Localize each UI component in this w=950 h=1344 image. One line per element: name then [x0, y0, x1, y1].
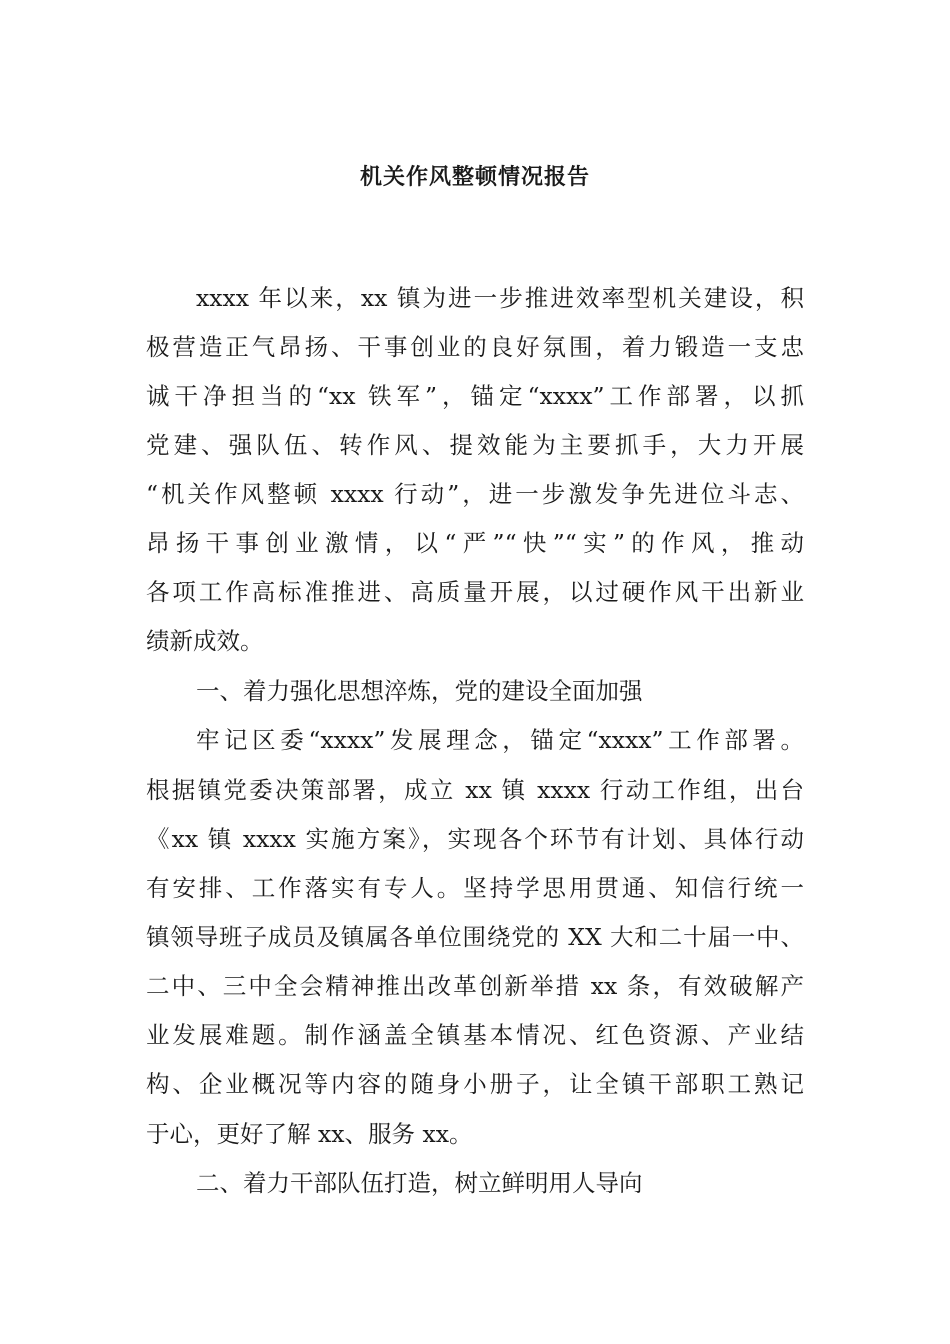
paragraph-line: 《xx 镇 xxxx 实施方案》，实现各个环节有计划、具体行动 — [146, 825, 804, 853]
paragraph-line: 极营造正气昂扬、干事创业的良好氛围，着力锻造一支忠 — [146, 333, 804, 361]
paragraph-line: 诚干净担当的“xx 铁军”，锚定“xxxx”工作部署，以抓 — [146, 382, 804, 410]
paragraph-line: 绩新成效。 — [146, 627, 264, 655]
paragraph-line: 昂扬干事创业激情，以“严”“快”“实”的作风，推动 — [146, 529, 804, 557]
section-heading-2: 二、着力干部队伍打造，树立鲜明用人导向 — [196, 1169, 643, 1197]
paragraph-line: 根据镇党委决策部署，成立 xx 镇 xxxx 行动工作组，出台 — [146, 776, 804, 804]
paragraph-line: 党建、强队伍、转作风、提效能为主要抓手，大力开展 — [146, 431, 804, 459]
paragraph-line: “机关作风整顿 xxxx 行动”，进一步激发争先进位斗志、 — [146, 480, 804, 508]
paragraph-line: 有安排、工作落实有专人。坚持学思用贯通、知信行统一 — [146, 874, 804, 902]
paragraph-line: 牢记区委“xxxx”发展理念，锚定“xxxx”工作部署。 — [196, 726, 804, 754]
paragraph-line: 镇领导班子成员及镇属各单位围绕党的 XX 大和二十届一中、 — [146, 923, 804, 951]
paragraph-line: 构、企业概况等内容的随身小册子，让全镇干部职工熟记 — [146, 1070, 804, 1098]
paragraph-line: 业发展难题。制作涵盖全镇基本情况、红色资源、产业结 — [146, 1021, 804, 1049]
paragraph-line: 二中、三中全会精神推出改革创新举措 xx 条，有效破解产 — [146, 972, 804, 1000]
document-title: 机关作风整顿情况报告 — [359, 165, 590, 190]
paragraph-line: xxxx 年以来，xx 镇为进一步推进效率型机关建设，积 — [196, 284, 804, 312]
section-heading-1: 一、着力强化思想淬炼，党的建设全面加强 — [196, 677, 643, 705]
paragraph-line: 于心，更好了解 xx、服务 xx。 — [146, 1120, 473, 1148]
paragraph-line: 各项工作高标准推进、高质量开展，以过硬作风干出新业 — [146, 578, 804, 606]
